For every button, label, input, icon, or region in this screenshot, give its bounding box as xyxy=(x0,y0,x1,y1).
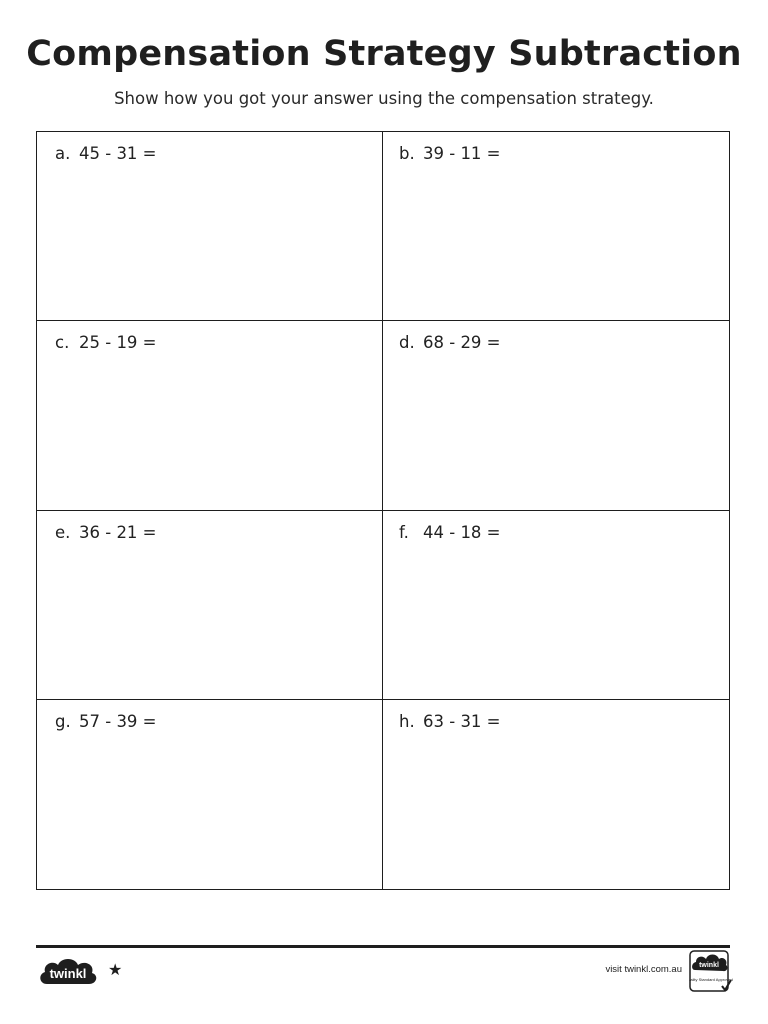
problem-letter: g. xyxy=(55,711,71,731)
problem-label xyxy=(55,333,157,352)
badge-logo-text: twinkl xyxy=(699,962,719,969)
problem-box-e[interactable] xyxy=(37,511,383,700)
website-link[interactable]: visit twinkl.com.au xyxy=(605,964,682,975)
problem-expression: 57 - 39 = xyxy=(79,711,157,731)
page-title: Compensation Strategy Subtraction xyxy=(26,34,742,74)
problem-expression: 44 - 18 = xyxy=(423,522,501,542)
problem-letter: c. xyxy=(55,333,70,353)
problem-letter: b. xyxy=(399,144,415,163)
problem-label xyxy=(55,523,157,542)
problem-letter: a. xyxy=(55,144,71,163)
cloud-logo-icon xyxy=(37,954,99,988)
badge-text: Quality Standard Approved xyxy=(689,977,733,982)
logo-text: twinkl xyxy=(49,966,87,981)
instructions: Show how you got your answer using the compensation strategy. xyxy=(114,89,654,108)
problem-letter: e. xyxy=(55,522,71,542)
twinkl-logo[interactable] xyxy=(37,954,99,992)
problem-label xyxy=(55,712,157,731)
problem-label xyxy=(399,144,501,163)
problem-label xyxy=(399,712,501,731)
problem-grid xyxy=(36,131,730,890)
problem-box-d[interactable] xyxy=(383,321,729,510)
problem-expression: 39 - 11 = xyxy=(423,144,501,163)
problem-expression: 45 - 31 = xyxy=(79,144,157,163)
problem-letter: f. xyxy=(399,522,409,542)
problem-label xyxy=(399,333,501,352)
problem-box-g[interactable] xyxy=(37,700,383,889)
problem-box-h[interactable] xyxy=(383,700,729,889)
problem-letter: h. xyxy=(399,711,415,731)
problem-box-f[interactable] xyxy=(383,511,729,700)
problem-letter: d. xyxy=(399,333,415,353)
problem-box-a[interactable] xyxy=(37,132,383,321)
problem-expression: 25 - 19 = xyxy=(79,333,157,353)
problem-box-c[interactable] xyxy=(37,321,383,510)
problem-expression: 63 - 31 = xyxy=(423,711,501,731)
star-icon: ★ xyxy=(108,960,123,979)
problem-label xyxy=(399,523,501,542)
problem-box-b[interactable] xyxy=(383,132,729,321)
footer-divider xyxy=(36,945,730,948)
problem-expression: 36 - 21 = xyxy=(79,522,157,542)
problem-expression: 68 - 29 = xyxy=(423,333,501,353)
problem-label xyxy=(55,144,157,163)
quality-badge-icon xyxy=(689,950,733,998)
